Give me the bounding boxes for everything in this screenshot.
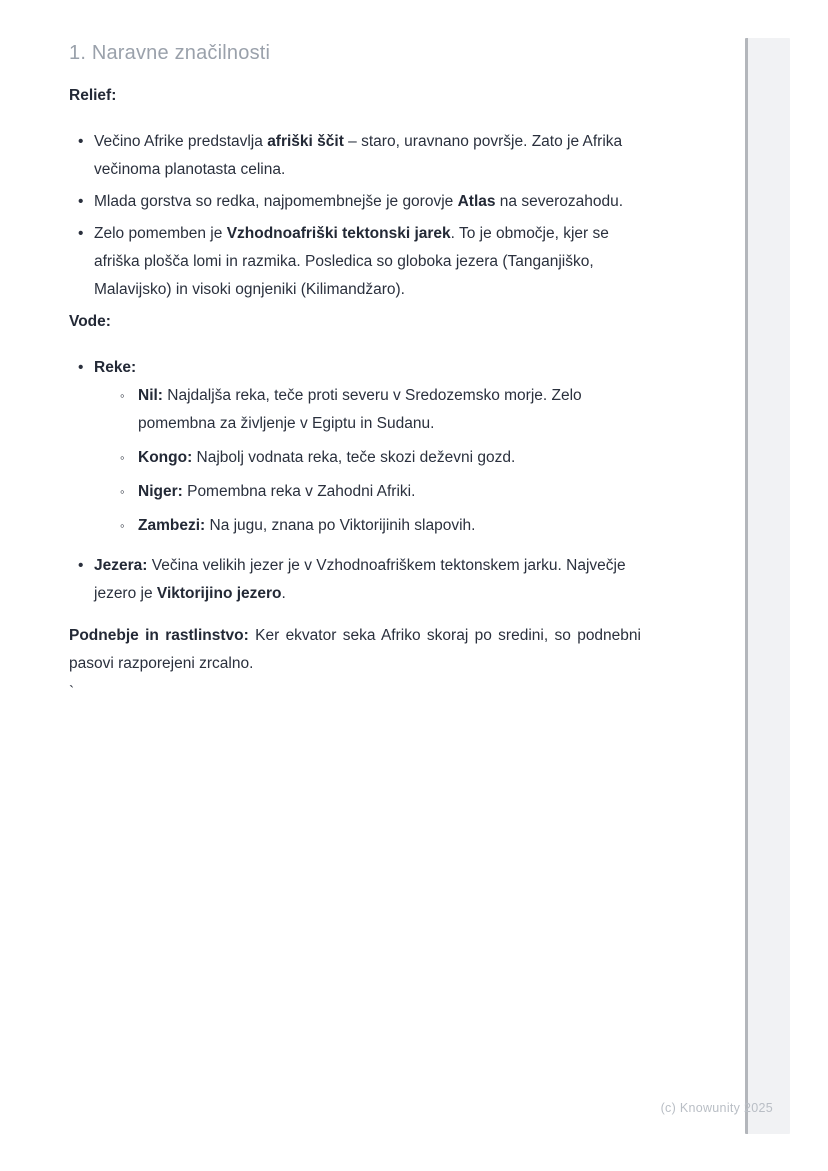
list-item [94, 444, 641, 472]
text-segment-bold: Kongo: [138, 449, 193, 466]
text-segment: Zelo pomemben je [94, 225, 227, 242]
list-item [94, 382, 641, 438]
bullet-icon: • [78, 557, 84, 574]
list-item-text [94, 552, 641, 608]
text-segment: Na jugu, znana po Viktorijinih slapovih. [205, 517, 476, 534]
text-segment: Najdaljša reka, teče proti severu v Sredozemsko morje. Zelo pomembna za življenje v Egiptu in Sudanu. [138, 387, 582, 432]
text-segment: Ker ekvator seka Afriko skoraj po sredini, so podnebni pasovi razporejeni zrcalno. [69, 627, 641, 672]
list-item-text [94, 220, 641, 304]
text-segment: . To je območje, kjer se afriška plošča lomi in razmika. Posledica so globoka jezera (Tanganjiško, Malavijsko) in visoki ognjeniki (Kilimandžaro). [94, 225, 609, 298]
bullet-icon: • [78, 359, 84, 376]
section-label-relief: Relief: [69, 87, 117, 104]
list-item [69, 188, 641, 216]
text-segment-bold: Vzhodnoafriški tektonski jarek [226, 225, 451, 242]
circle-bullet-icon: ◦ [120, 388, 125, 403]
text-segment-bold: Zambezi: [138, 517, 206, 534]
text-segment: Mlada gorstva so redka, najpomembnejše je gorovje [94, 193, 458, 210]
text-segment: Pomembna reka v Zahodni Afriki. [182, 483, 416, 500]
relief-list [69, 128, 641, 304]
list-item-text [138, 382, 641, 438]
text-segment: Večina velikih jezer je v Vzhodnoafriškem tektonskem jarku. Največje jezero je [94, 557, 626, 602]
document-content [69, 40, 641, 700]
text-segment: na severozahodu. [495, 193, 624, 210]
text-segment-bold: Niger: [138, 483, 183, 500]
text-segment-bold: Reke: [94, 359, 137, 376]
list-item [94, 478, 641, 506]
text-segment-bold: Viktorijino jezero [156, 585, 282, 602]
text-segment: – staro, uravnano površje. Zato je Afrika večinoma planotasta celina. [94, 133, 623, 178]
text-segment: Večino Afrike predstavlja [94, 133, 268, 150]
text-segment: . [281, 585, 286, 602]
text-segment-bold: afriški ščit [267, 133, 344, 150]
circle-bullet-icon: ◦ [120, 518, 125, 533]
list-item-text [138, 478, 641, 506]
list-item [69, 128, 641, 184]
list-item-text [138, 512, 641, 540]
text-segment-bold: Podnebje in rastlinstvo: [69, 627, 249, 644]
vode-list [69, 354, 641, 608]
list-item-text [94, 188, 641, 216]
list-item [94, 512, 641, 540]
circle-bullet-icon: ◦ [120, 450, 125, 465]
text-segment-bold: Nil: [138, 387, 163, 404]
section-label-vode: Vode: [69, 313, 111, 330]
text-segment: Najbolj vodnata reka, teče skozi deževni gozd. [192, 449, 516, 466]
text-segment-bold: Atlas [457, 193, 496, 210]
bullet-icon: • [78, 225, 84, 242]
bullet-icon: • [78, 193, 84, 210]
list-item [69, 220, 641, 304]
text-segment-bold: Jezera: [94, 557, 148, 574]
list-item-text [94, 354, 641, 546]
bullet-icon: • [78, 133, 84, 150]
list-item-text [94, 128, 641, 184]
stray-character: ` [69, 684, 75, 701]
podnebje-paragraph [69, 622, 641, 678]
page-edge-strip [745, 38, 790, 1134]
reke-sublist [94, 382, 641, 540]
list-item-text [138, 444, 641, 472]
page-title: 1. Naravne značilnosti [69, 42, 271, 64]
circle-bullet-icon: ◦ [120, 484, 125, 499]
copyright-notice: (c) Knowunity 2025 [660, 1101, 773, 1115]
list-item-reke [69, 354, 641, 546]
list-item-jezera [69, 552, 641, 608]
